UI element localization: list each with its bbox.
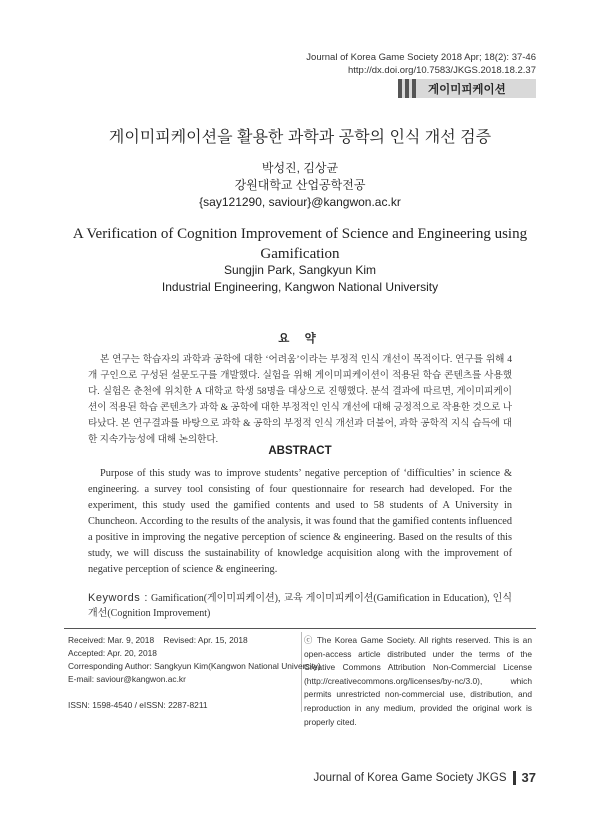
author-names-english: Sungjin Park, Sangkyun Kim (223, 263, 377, 277)
footnote-column-divider (301, 632, 302, 712)
paper-title-english: A Verification of Cognition Improvement of Science and Engineering using Gamification (72, 226, 528, 262)
journal-line: Journal of Korea Game Society 2018 Apr; 18(2): 37-46 (306, 52, 536, 63)
accepted-date: Accepted: Apr. 20, 2018 (68, 648, 157, 658)
author-block-korean (0, 160, 600, 211)
abstract-text-english: Purpose of this study was to improve students’ negative perception of ‘difficulties’ in science & engineering. a survey tool consisting of four questionnaire for research had developed. For the experiment, this study used the gamified contents and used to 58 students of A University in Chuncheon. According to the results of the analysis, it was found that the gamified contents influenced a positive in improving the negative perception of science & engineering. Based on the results of this study, we will discuss the sustainability of knowledge acquisition along with the improvement of negative perception of science & engineering. (88, 468, 512, 575)
keywords-text: Gamification(게이미피케이션), 교육 게이미피케이션(Gamification in Education), 인식 개선(Cognition Improvement) (88, 593, 512, 619)
issn: ISSN: 1598-4540 / eISSN: 2287-8211 (68, 700, 208, 710)
corresponding-email: E-mail: saviour@kangwon.ac.kr (68, 674, 186, 684)
paper-title-korean: 게이미피케이션을 활용한 과학과 공학의 인식 개선 검증 (108, 129, 492, 146)
section-label-bar (398, 79, 536, 98)
author-names-korean: 박성진, 김상균 (261, 161, 339, 175)
journal-citation (306, 51, 536, 77)
footer-separator (513, 771, 516, 785)
corresponding-author: Corresponding Author: Sangkyun Kim(Kangwon National University) (68, 661, 321, 671)
keywords-label: Keywords : (88, 592, 148, 604)
bar-tick (412, 79, 416, 98)
affiliation-english: Industrial Engineering, Kangwon National University (161, 280, 439, 294)
abstract-heading-korean: 요 약 (278, 333, 322, 345)
license-notice: ⓒ The Korea Game Society. All rights reserved. This is an open-access article distributed under the terms of the Creative Commons Attribution Non-Commercial License (http://creativecommons.org/licenses/by-nc/3.0), which permits unrestricted non-commercial use, distribution, and reproduction in any medium, provided the original work is properly cited. (304, 635, 532, 727)
bar-tick (405, 79, 409, 98)
page-number: 37 (521, 770, 536, 785)
abstract-heading-english: ABSTRACT (268, 445, 332, 457)
bar-tick (398, 79, 402, 98)
received-revised-dates: Received: Mar. 9, 2018 Revised: Apr. 15, 2018 (68, 635, 248, 645)
author-block-english (0, 262, 600, 296)
footer-journal-name: Journal of Korea Game Society JKGS (313, 771, 507, 784)
footnote-divider (64, 628, 536, 629)
doi-link[interactable]: http://dx.doi.org/10.7583/JKGS.2018.18.2.37 (347, 65, 536, 76)
section-bar-ticks (398, 79, 419, 98)
author-emails: {say121290, saviour}@kangwon.ac.kr (199, 195, 401, 209)
affiliation-korean: 강원대학교 산업공학전공 (234, 178, 366, 192)
abstract-text-korean: 본 연구는 학습자의 과학과 공학에 대한 ‘어려움’이라는 부정적 인식 개선이 목적이다. 연구를 위해 4개 구인으로 구성된 설문도구를 개발했다. 실험을 위해 게이미피케이션이 적용된 학습 콘텐츠를 사용했다. 실험은 춘천에 위치한 A 대학교 학생 58명을 대상으로 진행했다. 분석 결과에 따르면, 게이미피케이션이 적용된 학습 콘텐츠가 과학 & 공학에 대한 부정적인 인식 개선에 대해 긍정적으로 작용한 것으로 나타났다. 본 연구결과를 바탕으로 과학 & 공학의 부정적 인식 개선과 더불어, 과학 공학적 지식 습득에 대한 지속가능성에 대해 논의한다. (88, 354, 512, 445)
article-history (68, 634, 321, 712)
keywords (88, 591, 512, 621)
page-footer (313, 770, 536, 785)
section-label: 게이미피케이션 (428, 84, 506, 96)
